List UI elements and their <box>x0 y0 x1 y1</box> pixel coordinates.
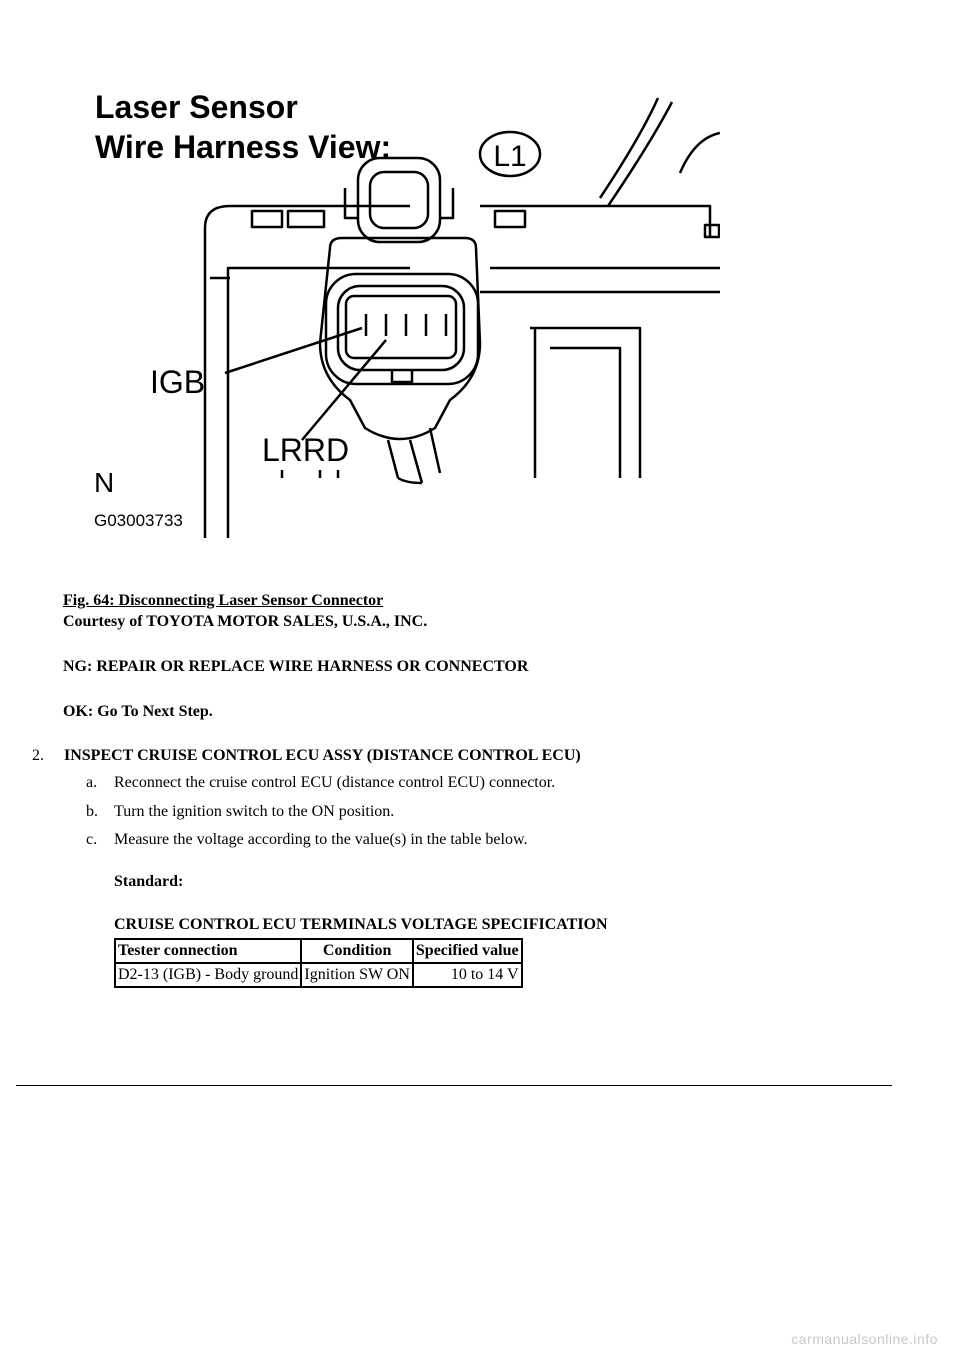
figure-title-line1: Laser Sensor <box>95 89 298 125</box>
figure-caption: Fig. 64: Disconnecting Laser Sensor Connector <box>63 592 384 609</box>
table-header-row <box>115 939 522 963</box>
ng-result: NG: REPAIR OR REPLACE WIRE HARNESS OR CONNECTOR <box>63 658 529 675</box>
cell-condition: Ignition SW ON <box>301 963 412 987</box>
label-lrrd: LRRD <box>262 432 350 468</box>
substep-text: Measure the voltage according to the value(s) in the table below. <box>114 831 528 848</box>
substep-letter: c. <box>86 831 98 848</box>
substep-letter: b. <box>86 803 98 820</box>
substep-text: Turn the ignition switch to the ON position. <box>114 803 395 820</box>
step-title: INSPECT CRUISE CONTROL ECU ASSY (DISTANCE CONTROL ECU) <box>64 747 581 764</box>
header-tester-connection: Tester connection <box>115 939 301 963</box>
ok-result: OK: Go To Next Step. <box>63 703 213 720</box>
substep-letter: a. <box>86 774 98 791</box>
page-divider <box>16 1085 892 1086</box>
standard-label: Standard: <box>114 873 184 890</box>
table-title: CRUISE CONTROL ECU TERMINALS VOLTAGE SPECIFICATION <box>114 916 608 933</box>
label-n: N <box>94 467 115 498</box>
courtesy-line: Courtesy of TOYOTA MOTOR SALES, U.S.A., INC. <box>63 613 428 630</box>
connector-id: L1 <box>493 140 527 173</box>
step-number: 2. <box>32 747 44 764</box>
figure-title-line2: Wire Harness View: <box>95 129 392 165</box>
substep-c <box>86 830 527 850</box>
substep-a <box>86 773 555 793</box>
header-condition: Condition <box>301 939 412 963</box>
laser-sensor-figure <box>80 78 720 538</box>
substep-text: Reconnect the cruise control ECU (distance control ECU) connector. <box>114 774 556 791</box>
figure-code: G03003733 <box>94 511 183 530</box>
step-2-heading <box>32 746 581 766</box>
cell-tester-connection: D2-13 (IGB) - Body ground <box>115 963 301 987</box>
label-igb: IGB <box>150 364 206 400</box>
header-specified-value: Specified value <box>413 939 522 963</box>
substep-b <box>86 802 394 822</box>
cell-specified-value: 10 to 14 V <box>413 963 522 987</box>
table-row <box>115 963 522 987</box>
site-watermark: carmanualsonline.info <box>791 1331 938 1347</box>
voltage-spec-table <box>114 938 523 988</box>
